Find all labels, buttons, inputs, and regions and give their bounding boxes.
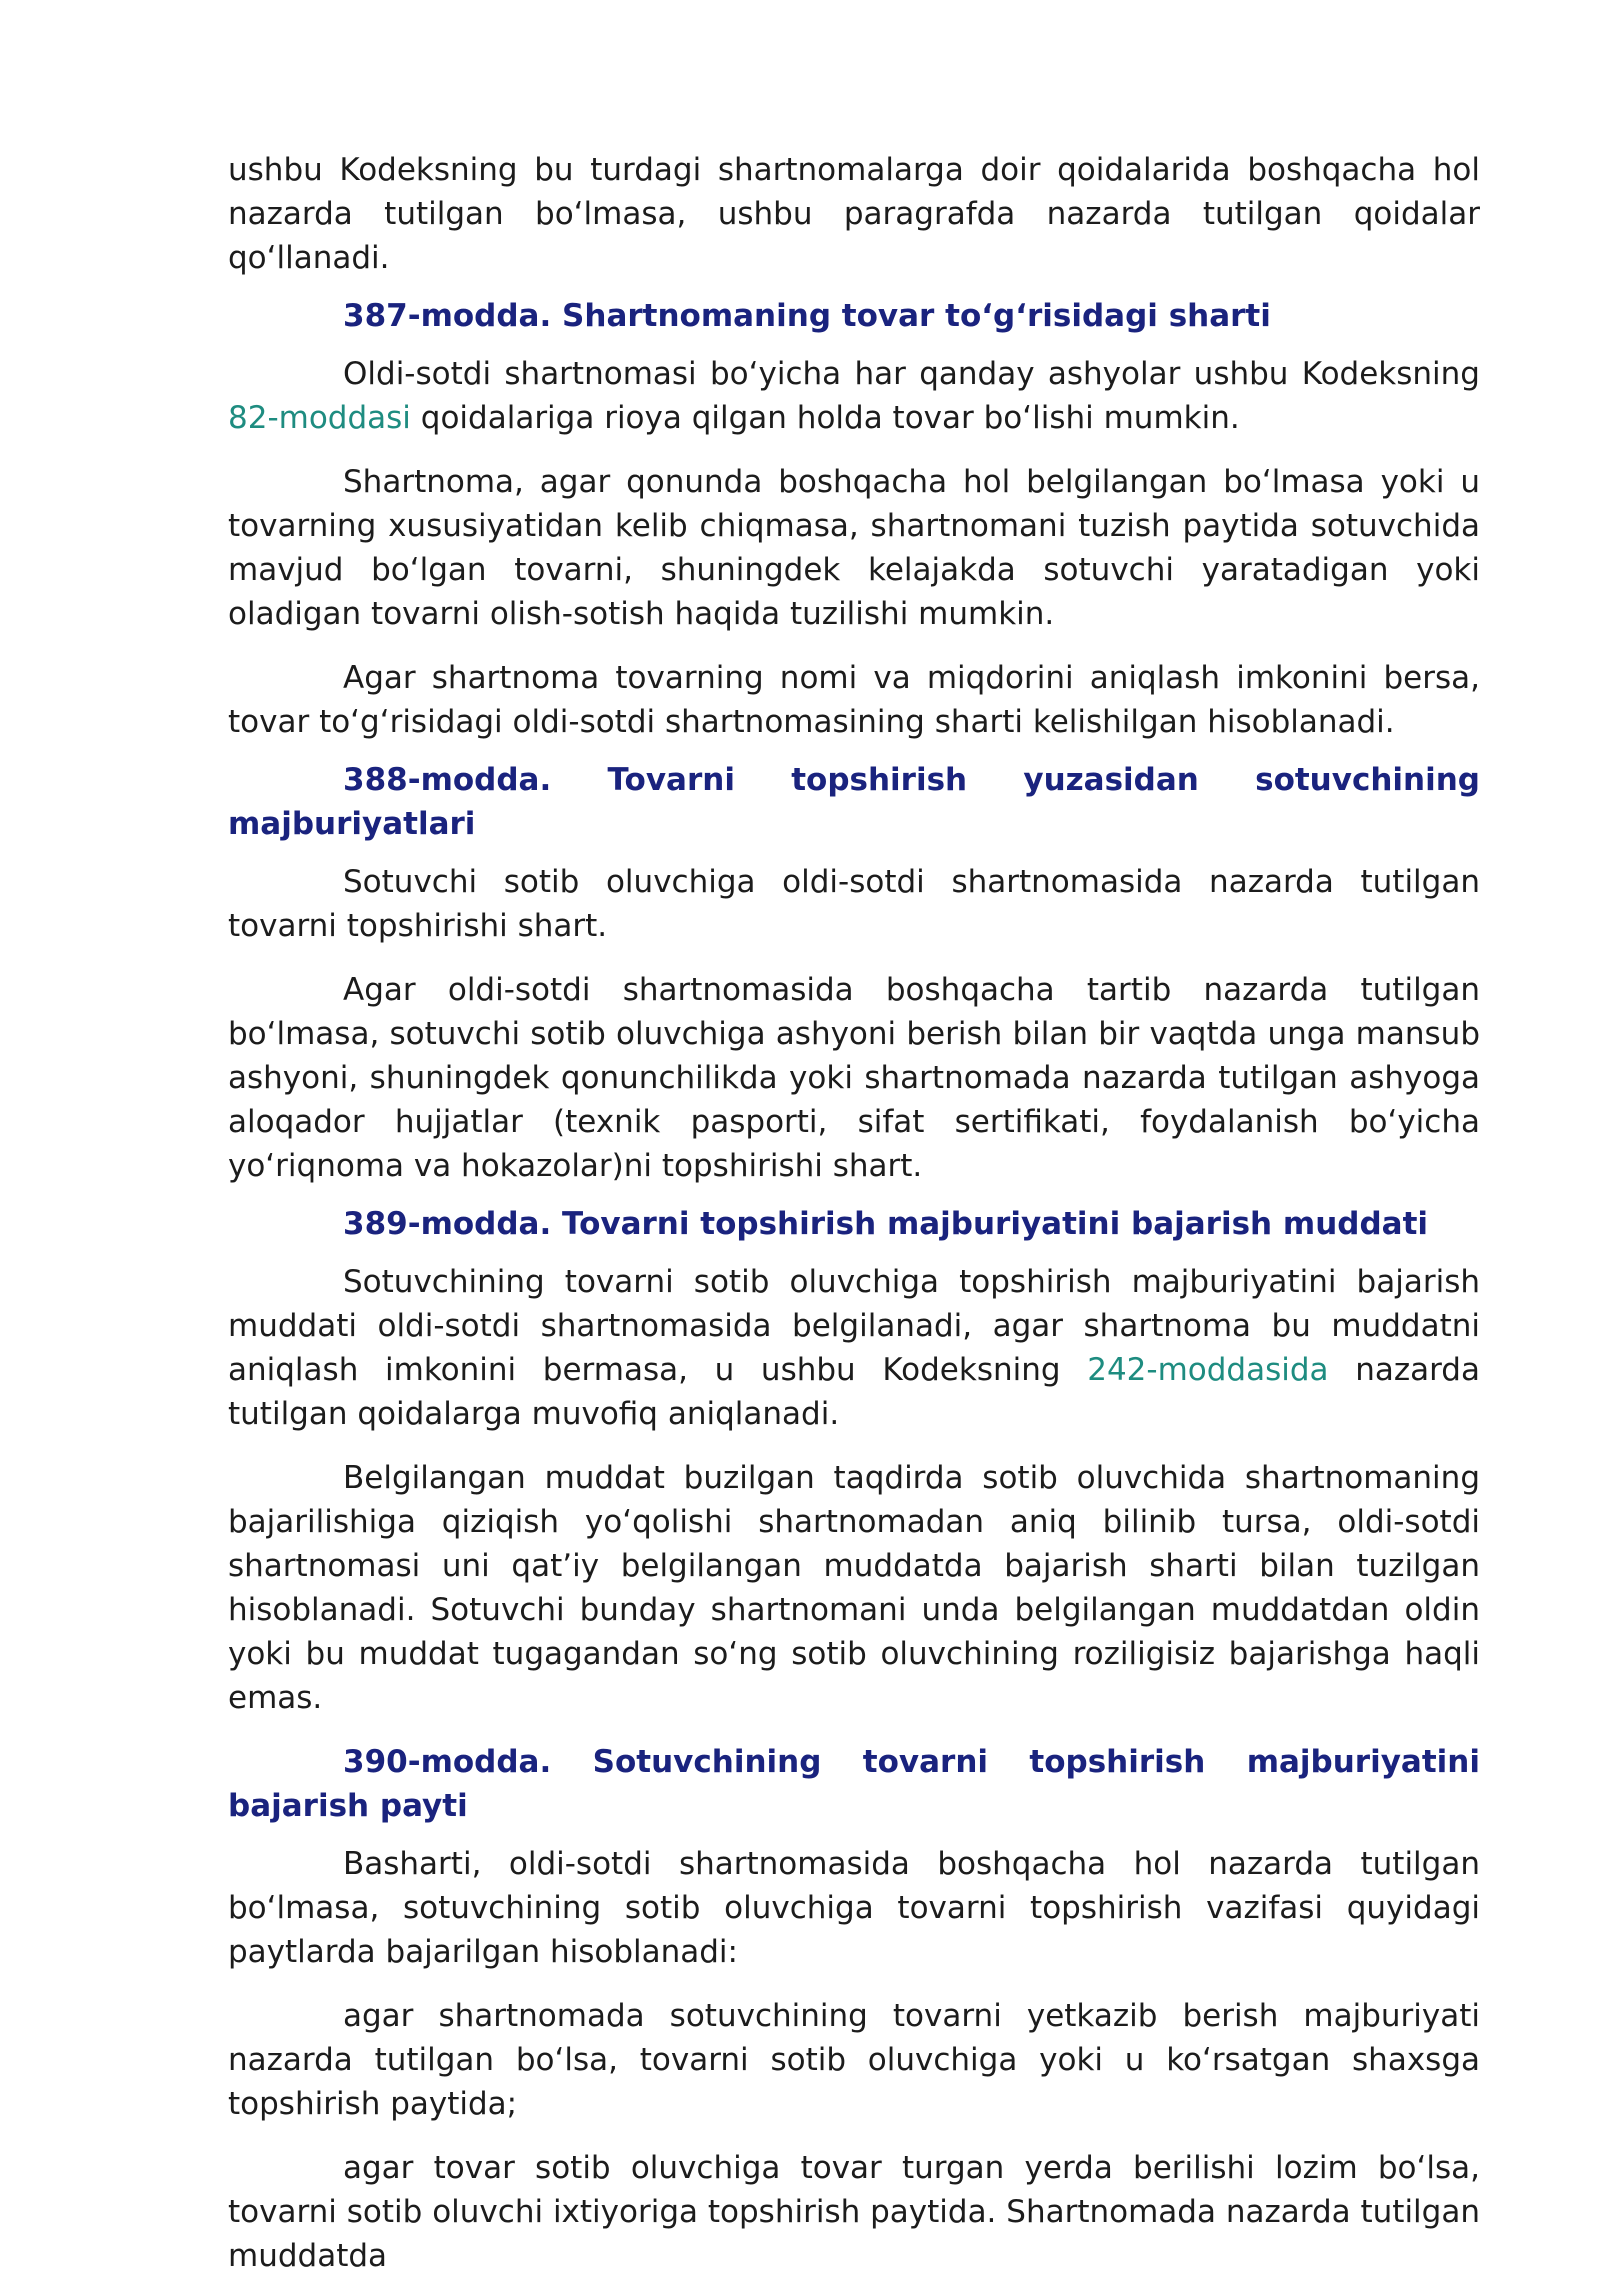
text-segment: Oldi-sotdi shartnomasi boʻyicha har qanday ashyolar ushbu Kodeksning — [343, 356, 1480, 392]
article-387-paragraph-2: Shartnoma, agar qonunda boshqacha hol belgilangan boʻlmasa yoki u tovarning xususiyatidan kelib chiqmasa, shartnomani tuzish paytida sotuvchida mavjud boʻlgan tovarni, shuningdek kelajakda sotuvchi yaratadigan yoki oladigan tovarni olish-sotish haqida tuzilishi mumkin. — [228, 464, 1480, 632]
article-390-paragraph-2: agar shartnomada sotuvchining tovarni yetkazib berish majburiyati nazarda tutilgan boʻlsa, tovarni sotib oluvchiga yoki u koʻrsatgan shaxsga topshirish paytida; — [228, 1998, 1480, 2122]
article-389-paragraph-1 — [228, 1260, 1480, 1436]
paragraph-intro: ushbu Kodeksning bu turdagi shartnomalarga doir qoidalarida boshqacha hol nazarda tutilgan boʻlmasa, ushbu paragrafda nazarda tutilgan qoidalar qoʻllanadi. — [228, 152, 1480, 276]
article-388-paragraph-1: Sotuvchi sotib oluvchiga oldi-sotdi shartnomasida nazarda tutilgan tovarni topshirishi shart. — [228, 864, 1480, 944]
article-387-paragraph-1 — [228, 352, 1480, 440]
article-390-title: 390-modda. Sotuvchining tovarni topshirish majburiyatini bajarish payti — [228, 1744, 1480, 1824]
link-article-82[interactable]: 82-moddasi — [228, 400, 411, 436]
article-388-paragraph-2: Agar oldi-sotdi shartnomasida boshqacha tartib nazarda tutilgan boʻlmasa, sotuvchi sotib oluvchiga ashyoni berish bilan bir vaqtda unga mansub ashyoni, shuningdek qonunchilikda yoki shartnomada nazarda tutilgan ashyoga aloqador hujjatlar (texnik pasporti, sifat sertifikati, foydalanish boʻyicha yoʻriqnoma va hokazolar)ni topshirishi shart. — [228, 972, 1480, 1184]
article-389-title: 389-modda. Tovarni topshirish majburiyatini bajarish muddati — [343, 1206, 1429, 1242]
document-page — [228, 148, 1480, 2278]
article-387-title: 387-modda. Shartnomaning tovar toʻgʻrisidagi sharti — [343, 298, 1271, 334]
article-390-paragraph-3: agar tovar sotib oluvchiga tovar turgan yerda berilishi lozim boʻlsa, tovarni sotib oluvchi ixtiyoriga topshirish paytida. Shartnomada nazarda tutilgan muddatda — [228, 2150, 1480, 2274]
article-389-paragraph-2: Belgilangan muddat buzilgan taqdirda sotib oluvchida shartnomaning bajarilishiga qiziqish yoʻqolishi shartnomadan aniq bilinib tursa, oldi-sotdi shartnomasi uni qatʼiy belgilangan muddatda bajarish sharti bilan tuzilgan hisoblanadi. Sotuvchi bunday shartnomani unda belgilangan muddatdan oldin yoki bu muddat tugagandan soʻng sotib oluvchining roziligisiz bajarishga haqli emas. — [228, 1460, 1480, 1716]
article-388-title: 388-modda. Tovarni topshirish yuzasidan sotuvchining majburiyatlari — [228, 762, 1480, 842]
text-segment: qoidalariga rioya qilgan holda tovar boʻlishi mumkin. — [410, 400, 1240, 436]
article-387-paragraph-3: Agar shartnoma tovarning nomi va miqdorini aniqlash imkonini bersa, tovar toʻgʻrisidagi oldi-sotdi shartnomasining sharti kelishilgan hisoblanadi. — [228, 660, 1480, 740]
text-segment: nazarda tutilgan qoidalarga muvofiq aniqlanadi. — [228, 1352, 1480, 1432]
article-390-paragraph-1: Basharti, oldi-sotdi shartnomasida boshqacha hol nazarda tutilgan boʻlmasa, sotuvchining sotib oluvchiga tovarni topshirish vazifasi quyidagi paytlarda bajarilgan hisoblanadi: — [228, 1846, 1480, 1970]
link-article-242[interactable]: 242-moddasida — [1087, 1352, 1329, 1388]
text-segment: Sotuvchining tovarni sotib oluvchiga topshirish majburiyatini bajarish muddati oldi-sotdi shartnomasida belgilanadi, agar shartnoma bu muddatni aniqlash imkonini bermasa, u ushbu Kodeksning — [228, 1264, 1480, 1388]
